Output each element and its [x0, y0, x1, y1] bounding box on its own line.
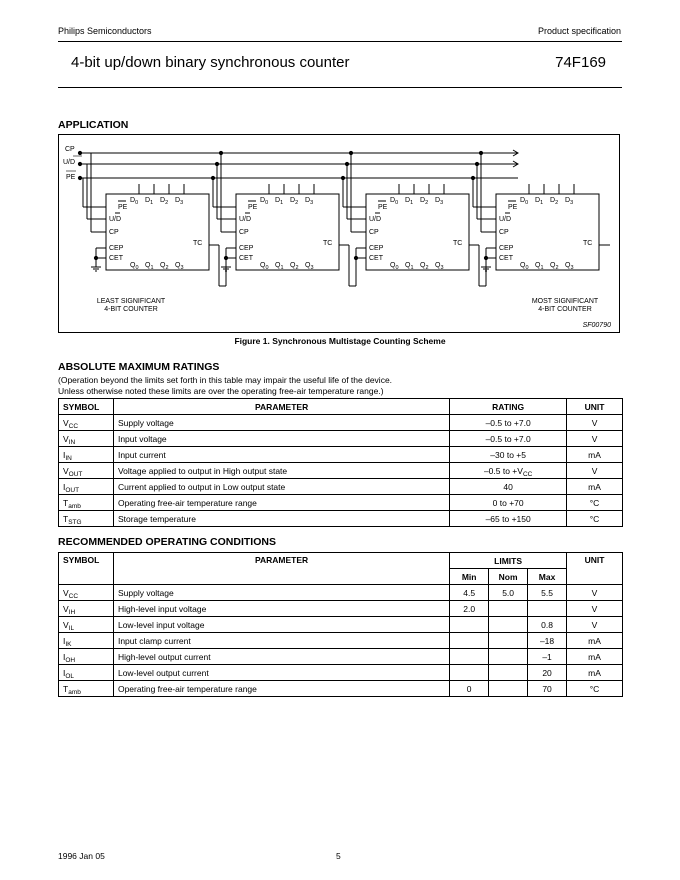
table-row: [59, 495, 623, 511]
abs-max-note: [58, 375, 392, 396]
max-cell: 70: [528, 681, 567, 697]
table-row: [59, 585, 623, 601]
counting-scheme-diagram: [58, 134, 620, 334]
symbol-cell: $T_{amb}$: [59, 495, 114, 511]
pin-label-pe: PE: [378, 204, 388, 211]
max-cell: –1: [528, 649, 567, 665]
symbol-cell: $V_{OUT}$: [59, 463, 114, 479]
symbol-cell: $V_{CC}$: [59, 585, 114, 601]
junction-dot: [78, 162, 81, 165]
table-row: [59, 649, 623, 665]
table-row: [59, 681, 623, 697]
pin-label-cep: CEP: [499, 245, 514, 252]
pin-label-ud: U/D: [109, 216, 122, 223]
output-label: $Q_2$: [550, 262, 559, 271]
junction-dot: [211, 176, 214, 179]
junction-dot: [215, 162, 218, 165]
junction-dot: [479, 151, 482, 154]
output-label: $Q_3$: [565, 262, 574, 271]
unit-cell: °C: [567, 511, 623, 527]
pin-label-pe: PE: [508, 204, 518, 211]
pin-label-cp: CP: [499, 229, 509, 236]
parameter-cell: Voltage applied to output in High output state: [113, 463, 449, 479]
col-parameter: PARAMETER: [113, 553, 449, 585]
title-rule: [58, 87, 622, 88]
min-cell: 0: [450, 681, 489, 697]
min-cell: 4.5: [450, 585, 489, 601]
output-label: $Q_0$: [390, 262, 399, 271]
symbol-cell: $V_{IL}$: [59, 617, 114, 633]
signal-label-ud: U/D: [63, 159, 76, 166]
unit-cell: mA: [567, 447, 623, 463]
output-label: $Q_0$: [260, 262, 269, 271]
data-input-label: $D_3$: [175, 197, 184, 206]
symbol-cell: $I_{IN}$: [59, 447, 114, 463]
parameter-cell: Low-level input voltage: [113, 617, 449, 633]
pin-label-cep: CEP: [239, 245, 254, 252]
parameter-cell: Low-level output current: [113, 665, 449, 681]
pin-label-tc: TC: [323, 240, 333, 247]
output-label: $Q_2$: [420, 262, 429, 271]
data-input-label: $D_2$: [160, 197, 169, 206]
junction-dot: [349, 151, 352, 154]
nom-cell: 5.0: [489, 585, 528, 601]
pin-label-cet: CET: [239, 255, 253, 262]
unit-cell: V: [567, 431, 623, 447]
rating-cell: 40: [450, 479, 567, 495]
unit-cell: V: [567, 585, 623, 601]
parameter-cell: Operating free-air temperature range: [113, 495, 449, 511]
unit-cell: mA: [567, 479, 623, 495]
signal-label-cp: CP: [65, 146, 75, 153]
junction-dot: [345, 162, 348, 165]
nom-cell: [489, 617, 528, 633]
rating-cell: 0 to +70: [450, 495, 567, 511]
parameter-cell: Input clamp current: [113, 633, 449, 649]
data-input-label: $D_1$: [145, 197, 154, 206]
pin-label-ud: U/D: [239, 216, 252, 223]
unit-cell: °C: [567, 681, 623, 697]
data-input-label: $D_0$: [130, 197, 139, 206]
output-label: $Q_2$: [160, 262, 169, 271]
col-nom: Nom: [489, 569, 528, 585]
abs-max-note-line1: (Operation beyond the limits set forth in this table may impair the useful life of the device.: [58, 375, 393, 385]
output-label: $Q_1$: [275, 262, 284, 271]
symbol-cell: $I_{OL}$: [59, 665, 114, 681]
nom-cell: [489, 681, 528, 697]
output-label: $Q_1$: [535, 262, 544, 271]
min-cell: [450, 633, 489, 649]
pin-label-cp: CP: [109, 229, 119, 236]
unit-cell: V: [567, 463, 623, 479]
pin-label-ud: U/D: [369, 216, 382, 223]
parameter-cell: Storage temperature: [113, 511, 449, 527]
parameter-cell: High-level input voltage: [113, 601, 449, 617]
data-input-label: $D_0$: [520, 197, 529, 206]
pin-label-tc: TC: [583, 240, 593, 247]
nom-cell: [489, 665, 528, 681]
data-input-label: $D_0$: [390, 197, 399, 206]
nom-cell: [489, 601, 528, 617]
parameter-cell: Operating free-air temperature range: [113, 681, 449, 697]
junction-dot: [341, 176, 344, 179]
col-parameter: PARAMETER: [113, 399, 449, 415]
nom-cell: [489, 649, 528, 665]
junction-dot: [78, 176, 81, 179]
pin-label-ud: U/D: [499, 216, 512, 223]
pin-label-cp: CP: [239, 229, 249, 236]
unit-cell: mA: [567, 633, 623, 649]
symbol-cell: $I_{IK}$: [59, 633, 114, 649]
symbol-cell: $V_{CC}$: [59, 415, 114, 431]
pin-label-cet: CET: [109, 255, 123, 262]
junction-dot: [219, 151, 222, 154]
symbol-cell: $T_{amb}$: [59, 681, 114, 697]
pin-label-cp: CP: [369, 229, 379, 236]
table-row: [59, 617, 623, 633]
data-input-label: $D_3$: [565, 197, 574, 206]
figure-code: SF00790: [582, 322, 611, 329]
table-row: [59, 463, 623, 479]
rating-cell: –0.5 to +7.0: [450, 415, 567, 431]
col-symbol: SYMBOL: [59, 399, 114, 415]
rating-cell: –65 to +150: [450, 511, 567, 527]
rating-cell: –0.5 to +7.0: [450, 431, 567, 447]
unit-cell: V: [567, 415, 623, 431]
rating-cell: –30 to +5: [450, 447, 567, 463]
document-title: 4-bit up/down binary synchronous counter: [71, 54, 350, 71]
pin-label-tc: TC: [453, 240, 463, 247]
unit-cell: mA: [567, 649, 623, 665]
parameter-cell: Current applied to output in Low output state: [113, 479, 449, 495]
table-row: [59, 633, 623, 649]
header-rule: [58, 41, 622, 42]
junction-dot: [475, 162, 478, 165]
symbol-cell: $I_{OUT}$: [59, 479, 114, 495]
min-cell: [450, 665, 489, 681]
symbol-cell: $T_{STG}$: [59, 511, 114, 527]
output-label: $Q_1$: [145, 262, 154, 271]
data-input-label: $D_1$: [535, 197, 544, 206]
abs-max-heading: ABSOLUTE MAXIMUM RATINGS: [58, 361, 220, 373]
max-cell: 0.8: [528, 617, 567, 633]
pin-label-pe: PE: [118, 204, 128, 211]
output-label: $Q_3$: [305, 262, 314, 271]
table-row: [59, 479, 623, 495]
table-row: [59, 601, 623, 617]
parameter-cell: Supply voltage: [113, 415, 449, 431]
pin-label-cet: CET: [369, 255, 383, 262]
company-name: Philips Semiconductors: [58, 26, 152, 36]
lsb-label-line2: 4-BIT COUNTER: [104, 306, 158, 313]
symbol-cell: $V_{IH}$: [59, 601, 114, 617]
signal-label-pe: PE: [66, 174, 76, 181]
max-cell: –18: [528, 633, 567, 649]
parameter-cell: Input voltage: [113, 431, 449, 447]
unit-cell: V: [567, 617, 623, 633]
max-cell: [528, 601, 567, 617]
col-rating: RATING: [450, 399, 567, 415]
pin-label-cet: CET: [499, 255, 513, 262]
rec-op-table: [58, 552, 623, 697]
junction-dot: [78, 151, 81, 154]
symbol-cell: $I_{OH}$: [59, 649, 114, 665]
unit-cell: V: [567, 601, 623, 617]
data-input-label: $D_2$: [550, 197, 559, 206]
data-input-label: $D_1$: [275, 197, 284, 206]
max-cell: 20: [528, 665, 567, 681]
pin-label-tc: TC: [193, 240, 203, 247]
data-input-label: $D_2$: [290, 197, 299, 206]
max-cell: 5.5: [528, 585, 567, 601]
figure-caption: Figure 1. Synchronous Multistage Counting Scheme: [234, 336, 446, 346]
page-number: 5: [336, 851, 341, 861]
abs-max-note-line2: Unless otherwise noted these limits are over the operating free-air temperature range.): [58, 385, 384, 396]
min-cell: 2.0: [450, 601, 489, 617]
abs-max-table: [58, 398, 623, 527]
min-cell: [450, 617, 489, 633]
data-input-label: $D_2$: [420, 197, 429, 206]
table-row: [59, 511, 623, 527]
rec-op-heading: RECOMMENDED OPERATING CONDITIONS: [58, 536, 276, 548]
msb-label-line1: MOST SIGNIFICANT: [531, 298, 599, 305]
output-label: $Q_3$: [175, 262, 184, 271]
document-type: Product specification: [537, 26, 621, 36]
col-unit: UNIT: [567, 553, 623, 585]
output-label: $Q_0$: [130, 262, 139, 271]
col-limits: LIMITS: [450, 553, 567, 569]
table-row: [59, 431, 623, 447]
parameter-cell: High-level output current: [113, 649, 449, 665]
rating-cell: –0.5 to $+V_{CC}$: [450, 463, 567, 479]
data-input-label: $D_3$: [305, 197, 314, 206]
lsb-label-line1: LEAST SIGNIFICANT: [96, 298, 166, 305]
footer-date: 1996 Jan 05: [58, 851, 105, 861]
symbol-cell: $V_{IN}$: [59, 431, 114, 447]
pin-label-pe: PE: [248, 204, 258, 211]
output-label: $Q_2$: [290, 262, 299, 271]
part-number: 74F169: [555, 54, 606, 71]
junction-dot: [471, 176, 474, 179]
col-max: Max: [528, 569, 567, 585]
min-cell: [450, 649, 489, 665]
parameter-cell: Supply voltage: [113, 585, 449, 601]
output-label: $Q_1$: [405, 262, 414, 271]
col-unit: UNIT: [567, 399, 623, 415]
data-input-label: $D_0$: [260, 197, 269, 206]
table-row: [59, 415, 623, 431]
nom-cell: [489, 633, 528, 649]
table-row: [59, 665, 623, 681]
col-min: Min: [450, 569, 489, 585]
pin-label-cep: CEP: [369, 245, 384, 252]
unit-cell: mA: [567, 665, 623, 681]
msb-label-line2: 4-BIT COUNTER: [538, 306, 592, 313]
pin-label-cep: CEP: [109, 245, 124, 252]
application-heading: APPLICATION: [58, 119, 129, 131]
data-input-label: $D_1$: [405, 197, 414, 206]
col-symbol: SYMBOL: [59, 553, 114, 585]
parameter-cell: Input current: [113, 447, 449, 463]
data-input-label: $D_3$: [435, 197, 444, 206]
output-label: $Q_0$: [520, 262, 529, 271]
output-label: $Q_3$: [435, 262, 444, 271]
unit-cell: °C: [567, 495, 623, 511]
table-row: [59, 447, 623, 463]
